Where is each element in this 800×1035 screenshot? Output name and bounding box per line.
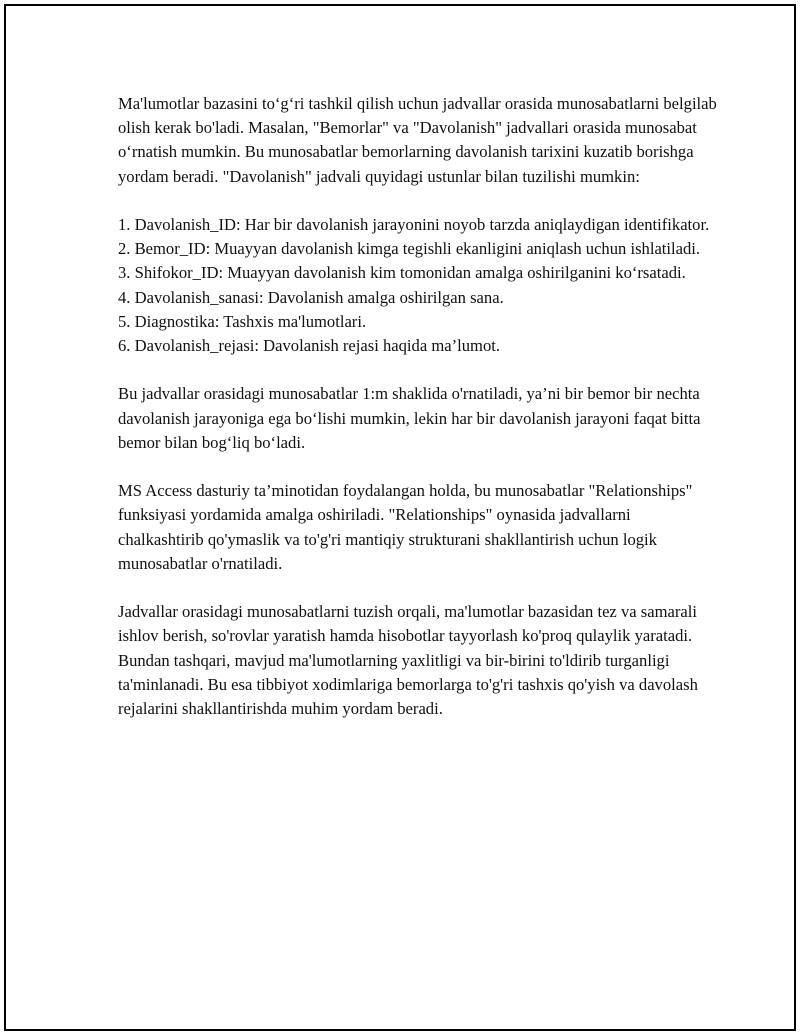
list-item: 1. Davolanish_ID: Har bir davolanish jarayonini noyob tarzda aniqlaydigan identifikator. — [118, 215, 710, 234]
list-item: 2. Bemor_ID: Muayyan davolanish kimga tegishli ekanligini aniqlash uchun ishlatiladi. — [118, 239, 701, 259]
conclusion-paragraph: Jadvallar orasidagi munosabatlarni tuzish orqali, ma'lumotlar bazasidan tez va samarali ishlov berish, so'rovlar yaratish hamda hisobotlar tayyorlash ko'proq qulaylik yaratadi. Bundan tashqari, mavjud ma'lumotlarning yaxlitligi va bir-birini to'ldirib turganligi ta'minlanadi. Bu esa tibbiyot xodimlariga bemorlarga to'g'ri tashxis qo'yish va davolash rejalarini shakllantirishda muhim yordam beradi. — [118, 602, 698, 719]
relationship-paragraph: Bu jadvallar orasidagi munosabatlar 1:m shaklida o'rnatiladi, ya’ni bir bemor bir nechta davolanish jarayoniga ega bo‘lishi mumkin, lekin har bir davolanish jarayoni faqat bitta bemor bilan bog‘liq bo‘ladi. — [118, 384, 701, 452]
intro-paragraph: Ma'lumotlar bazasini to‘g‘ri tashkil qilish uchun jadvallar orasida munosabatlarni belgilab olish kerak bo'ladi. Masalan, "Bemorlar" va "Davolanish" jadvallari orasida munosabat o‘rnatish mumkin. Bu munosabatlar bemorlarning davolanish tarixini kuzatib borishga yordam beradi. "Davolanish" jadvali quyidagi ustunlar bilan tuzilishi mumkin: — [118, 94, 717, 186]
access-paragraph: MS Access dasturiy ta’minotidan foydalangan holda, bu munosabatlar "Relationships" funksiyasi yordamida amalga oshiriladi. "Relationships" oynasida jadvallarni chalkashtirib qo'ymaslik va to'g'ri mantiqiy strukturani shakllantirish uchun logik munosabatlar o'rnatiladi. — [118, 481, 693, 573]
list-item: 4. Davolanish_sanasi: Davolanish amalga oshirilgan sana. — [118, 287, 504, 307]
list-item: 5. Diagnostika: Tashxis ma'lumotlari. — [118, 311, 367, 331]
list-item: 6. Davolanish_rejasi: Davolanish rejasi haqida ma’lumot. — [118, 336, 501, 356]
list-item: 3. Shifokor_ID: Muayyan davolanish kim tomonidan amalga oshirilganini ko‘rsatadi. — [118, 263, 686, 283]
document-body — [118, 92, 718, 745]
column-list — [118, 213, 718, 358]
